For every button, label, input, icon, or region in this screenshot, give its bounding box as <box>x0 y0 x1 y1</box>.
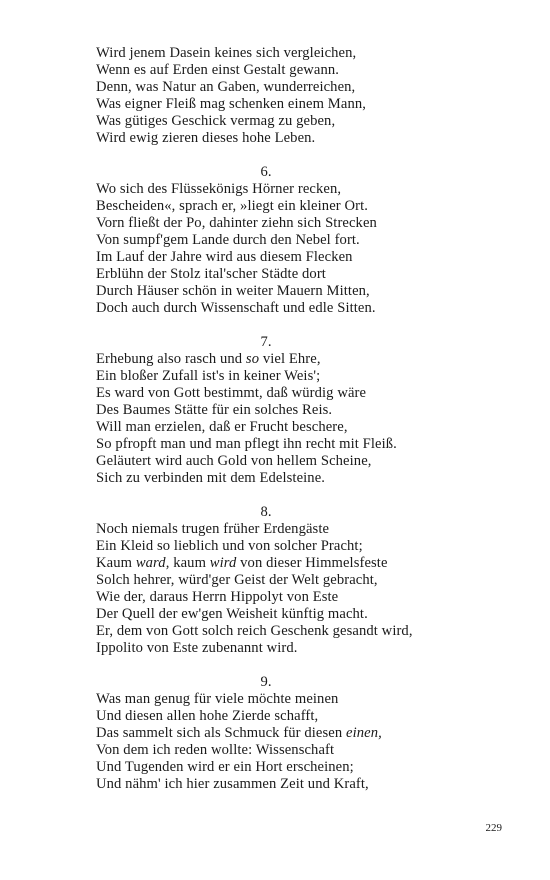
verse-segment: Von dem ich reden wollte: Wissenschaft <box>96 742 335 758</box>
verse-segment: Denn, was Natur an Gaben, wunderreichen, <box>96 79 356 95</box>
verse-line <box>96 215 436 232</box>
verse-segment: Wird jenem Dasein keines sich vergleichen, <box>96 45 357 61</box>
verse-line <box>96 113 436 130</box>
stanza <box>96 334 436 487</box>
verse-line <box>96 283 436 300</box>
verse-segment: Erhebung also rasch und <box>96 351 246 367</box>
verse-line <box>96 351 436 368</box>
verse-line <box>96 249 436 266</box>
verse-segment: von dieser Himmelsfeste <box>236 555 388 571</box>
stanza <box>96 674 436 793</box>
verse-line <box>96 725 436 742</box>
verse-line <box>96 623 436 640</box>
page-number: 229 <box>485 822 502 834</box>
verse-emphasis: einen, <box>346 725 382 741</box>
verse-segment: Und diesen allen hohe Zierde schafft, <box>96 708 319 724</box>
verse-segment: Ippolito von Este zubenannt wird. <box>96 640 298 656</box>
verse-emphasis: so <box>245 351 260 367</box>
verse-segment: Und nähm' ich hier zusammen Zeit und Kraft, <box>96 776 369 792</box>
verse-line <box>96 589 436 606</box>
stanza-number: 8. <box>260 504 272 520</box>
verse-line <box>96 708 436 725</box>
verse-line <box>96 300 436 317</box>
verse-segment: Er, dem von Gott solch reich Geschenk gesandt wird, <box>96 623 413 639</box>
verse-line <box>96 402 436 419</box>
verse-emphasis: wird <box>209 555 237 571</box>
verse-line <box>96 266 436 283</box>
verse-line <box>96 198 436 215</box>
verse-segment: Und Tugenden wird er ein Hort erscheinen; <box>96 759 354 775</box>
verse-line <box>96 232 436 249</box>
stanza <box>96 504 436 657</box>
verse-segment: Sich zu verbinden mit dem Edelsteine. <box>96 470 326 486</box>
verse-segment: Was man genug für viele möchte meinen <box>96 691 339 707</box>
verse-line <box>96 521 436 538</box>
verse-line <box>96 79 436 96</box>
verse-segment: Bescheiden«, sprach er, »liegt ein kleiner Ort. <box>96 198 368 214</box>
verse-line <box>96 62 436 79</box>
verse-line <box>96 742 436 759</box>
verse-segment: Doch auch durch Wissenschaft und edle Sitten. <box>96 300 376 316</box>
verse-segment: Des Baumes Stätte für ein solches Reis. <box>96 402 333 418</box>
verse-segment: viel Ehre, <box>259 351 321 367</box>
verse-line <box>96 555 436 572</box>
verse-line <box>96 45 436 62</box>
verse-segment: Das sammelt sich als Schmuck für diesen <box>96 725 347 741</box>
stanza-number: 6. <box>260 164 272 180</box>
verse-line <box>96 470 436 487</box>
verse-segment: kaum <box>169 555 210 571</box>
verse-line <box>96 759 436 776</box>
stanza <box>96 45 436 147</box>
verse-line <box>96 538 436 555</box>
poem-text-block <box>96 45 436 810</box>
verse-line <box>96 96 436 113</box>
verse-segment: Kaum <box>96 555 136 571</box>
verse-emphasis: ward, <box>135 555 170 571</box>
verse-segment: So pfropft man und man pflegt ihn recht mit Fleiß. <box>96 436 397 452</box>
verse-segment: Es ward von Gott bestimmt, daß würdig wäre <box>96 385 367 401</box>
verse-segment: Wird ewig zieren dieses hohe Leben. <box>96 130 316 146</box>
verse-segment: Will man erzielen, daß er Frucht beschere, <box>96 419 348 435</box>
verse-segment: Ein bloßer Zufall ist's in keiner Weis'; <box>96 368 321 384</box>
verse-segment: Durch Häuser schön in weiter Mauern Mitten, <box>96 283 370 299</box>
verse-line <box>96 640 436 657</box>
verse-segment: Geläutert wird auch Gold von hellem Scheine, <box>96 453 372 469</box>
verse-line <box>96 453 436 470</box>
verse-line <box>96 606 436 623</box>
verse-segment: Was gütiges Geschick vermag zu geben, <box>96 113 336 129</box>
verse-line <box>96 130 436 147</box>
stanza <box>96 164 436 317</box>
verse-segment: Im Lauf der Jahre wird aus diesem Flecken <box>96 249 353 265</box>
verse-segment: Was eigner Fleiß mag schenken einem Mann, <box>96 96 366 112</box>
verse-segment: Solch hehrer, würd'ger Geist der Welt gebracht, <box>96 572 378 588</box>
verse-segment: Der Quell der ew'gen Weisheit künftig macht. <box>96 606 368 622</box>
verse-line <box>96 691 436 708</box>
verse-line <box>96 181 436 198</box>
verse-line <box>96 776 436 793</box>
verse-line <box>96 572 436 589</box>
verse-segment: Erblühn der Stolz ital'scher Städte dort <box>96 266 326 282</box>
verse-line <box>96 436 436 453</box>
verse-segment: Von sumpf'gem Lande durch den Nebel fort. <box>96 232 360 248</box>
verse-segment: Vorn fließt der Po, dahinter ziehn sich Strecken <box>96 215 377 231</box>
verse-line <box>96 419 436 436</box>
stanza-number: 9. <box>260 674 272 690</box>
stanza-number: 7. <box>260 334 272 350</box>
verse-segment: Noch niemals trugen früher Erdengäste <box>96 521 330 537</box>
verse-segment: Wie der, daraus Herrn Hippolyt von Este <box>96 589 339 605</box>
verse-line <box>96 368 436 385</box>
verse-segment: Ein Kleid so lieblich und von solcher Pracht; <box>96 538 363 554</box>
verse-segment: Wenn es auf Erden einst Gestalt gewann. <box>96 62 340 78</box>
verse-segment: Wo sich des Flüssekönigs Hörner recken, <box>96 181 342 197</box>
verse-line <box>96 385 436 402</box>
